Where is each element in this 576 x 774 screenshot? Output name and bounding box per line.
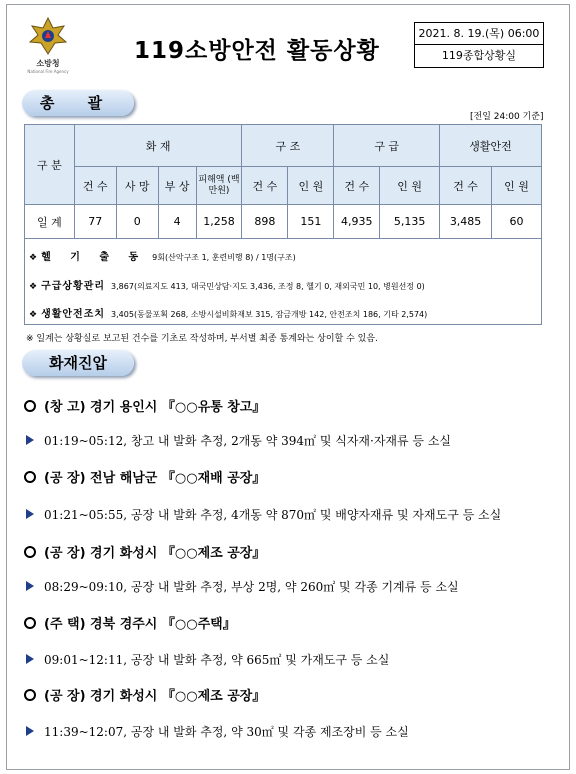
- summary-table: [24, 124, 542, 239]
- incident-title-text: (공 장) 경기 화성시 『○○제조 공장』: [44, 546, 266, 561]
- table-cell: 898: [242, 205, 288, 239]
- rescue-group-header: 구 조: [242, 125, 334, 167]
- incident-detail-text: 01:19~05:12, 창고 내 발화 추정, 2개동 약 394㎡ 및 식자재·자재류 등 소실: [44, 434, 452, 448]
- agency-logo: [20, 14, 76, 74]
- logo-subtext: National Fire Agency: [27, 69, 69, 74]
- table-cell: 3,485: [440, 205, 492, 239]
- date-box: [414, 22, 544, 68]
- note-helicopter: [29, 248, 296, 263]
- incident-title: [24, 467, 265, 486]
- diamond-bullet-icon: ❖: [29, 310, 38, 320]
- row-label: 일 계: [25, 205, 75, 239]
- incident-detail: [26, 723, 409, 740]
- note-label: 생활안전조치: [41, 309, 106, 320]
- fire-damage-header: 피해액 (백만원): [196, 167, 242, 205]
- note-ems-management: [29, 277, 425, 292]
- incident-title-text: (주 택) 경북 경주시 『○○주택』: [44, 617, 236, 632]
- triangle-bullet-icon: [26, 581, 34, 591]
- logo-text: 소방청: [36, 59, 60, 68]
- incident-title-text: (창 고) 경기 용인시 『○○유통 창고』: [44, 400, 266, 415]
- note-text: 9회(산악구조 1, 훈련비행 8) / 1명(구조): [152, 253, 296, 262]
- page-title: 119소방안전 활동상황: [134, 38, 380, 64]
- table-cell: 0: [116, 205, 158, 239]
- triangle-bullet-icon: [26, 435, 34, 445]
- fire-group-header: 화 재: [74, 125, 242, 167]
- ems-people-header: 인 원: [380, 167, 440, 205]
- incident-title: [24, 685, 265, 704]
- incident-detail-text: 09:01~12:11, 공장 내 발화 추정, 약 665㎡ 및 가재도구 등 소실: [44, 653, 390, 667]
- ems-count-header: 건 수: [334, 167, 380, 205]
- incident-detail-text: 01:21~05:55, 공장 내 발화 추정, 4개동 약 870㎡ 및 배양자재류 및 자재도구 등 소실: [44, 508, 502, 522]
- triangle-bullet-icon: [26, 509, 34, 519]
- table-cell: 60: [492, 205, 542, 239]
- table-cell: 4: [158, 205, 196, 239]
- ems-group-header: 구 급: [334, 125, 440, 167]
- circle-bullet-icon: [24, 471, 36, 483]
- incident-title: [24, 396, 265, 415]
- incident-detail: [26, 578, 459, 595]
- rescue-count-header: 건 수: [242, 167, 288, 205]
- table-cell: 5,135: [380, 205, 440, 239]
- incident-detail: [26, 506, 501, 523]
- triangle-bullet-icon: [26, 654, 34, 664]
- incident-title: [24, 613, 236, 632]
- incident-title: [24, 542, 265, 561]
- fire-section-label: 화재진압: [22, 350, 134, 376]
- fire-injury-header: 부 상: [158, 167, 196, 205]
- life-safety-group-header: 생활안전: [440, 125, 542, 167]
- triangle-bullet-icon: [26, 726, 34, 736]
- table-cell: 151: [288, 205, 334, 239]
- circle-bullet-icon: [24, 689, 36, 701]
- circle-bullet-icon: [24, 400, 36, 412]
- report-date: 2021. 8. 19.(목) 06:00: [415, 23, 543, 45]
- table-cell: 1,258: [196, 205, 242, 239]
- incident-detail: [26, 651, 389, 668]
- note-text: 3,405(동물포획 268, 소방시설비화재보 315, 잠금개방 142, 안전조치 186, 기타 2,574): [111, 310, 428, 319]
- footnote: ※ 일계는 상황실로 보고된 건수를 기초로 작성하며, 부서별 최종 통계와는 상이할 수 있음.: [26, 334, 378, 344]
- note-label: 구급상황관리: [41, 281, 106, 292]
- table-cell: 77: [74, 205, 116, 239]
- basis-time: [전일 24:00 기준]: [470, 112, 544, 122]
- incident-title-text: (공 장) 전남 해남군 『○○재배 공장』: [44, 471, 266, 486]
- table-cell: 4,935: [334, 205, 380, 239]
- circle-bullet-icon: [24, 617, 36, 629]
- incident-detail-text: 11:39~12:07, 공장 내 발화 추정, 약 30㎡ 및 각종 제조장비 등 소실: [44, 725, 409, 739]
- life-people-header: 인 원: [492, 167, 542, 205]
- fire-death-header: 사 망: [116, 167, 158, 205]
- summary-section-label: 총 괄: [22, 90, 134, 116]
- rescue-people-header: 인 원: [288, 167, 334, 205]
- note-life-safety: [29, 305, 427, 320]
- fire-agency-emblem-icon: [20, 14, 76, 58]
- report-office: 119종합상황실: [441, 49, 517, 62]
- fire-count-header: 건 수: [74, 167, 116, 205]
- incident-detail: [26, 432, 451, 449]
- notes-box: [24, 237, 542, 325]
- diamond-bullet-icon: ❖: [29, 253, 38, 263]
- note-text: 3,867(의료지도 413, 대국민상담·지도 3,436, 조정 8, 헬기 0, 재외국민 10, 병원선정 0): [111, 282, 425, 291]
- incident-detail-text: 08:29~09:10, 공장 내 발화 추정, 부상 2명, 약 260㎡ 및 각종 기계류 등 소실: [44, 580, 459, 594]
- life-count-header: 건 수: [440, 167, 492, 205]
- diamond-bullet-icon: ❖: [29, 282, 38, 292]
- circle-bullet-icon: [24, 546, 36, 558]
- note-label: 헬 기 출 동: [41, 252, 147, 263]
- category-header: 구 분: [25, 125, 75, 205]
- incident-title-text: (공 장) 경기 화성시 『○○제조 공장』: [44, 689, 266, 704]
